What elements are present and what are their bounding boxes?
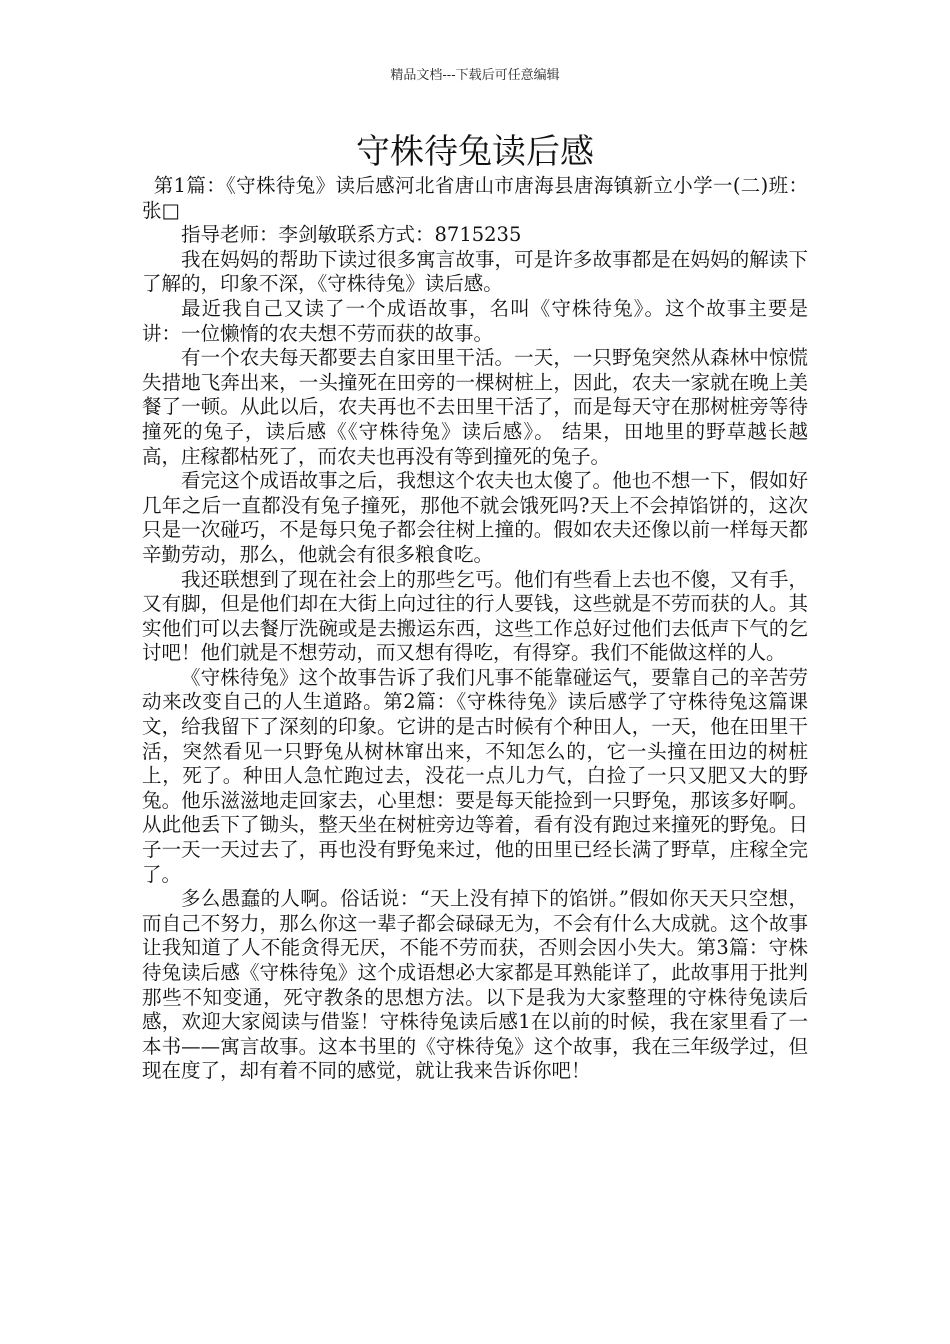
document-body: [142, 174, 808, 1084]
paragraph: 最近我自己又读了一个成语故事，名叫《守株待兔》。这个故事主要是讲：一位懒惰的农夫想不劳而获的故事。: [142, 296, 808, 345]
paragraph: 看完这个成语故事之后，我想这个农夫也太傻了。他也不想一下，假如好几年之后一直都没有兔子撞死，那他不就会饿死吗?天上不会掉馅饼的，这次只是一次碰巧，不是每只兔子都会往树上撞的。假如农夫还像以前一样每天都辛勤劳动，那么，他就会有很多粮食吃。: [142, 469, 808, 566]
paragraph: 指导老师：李剑敏联系方式：8715235: [181, 223, 522, 247]
paragraph: 《守株待兔》这个故事告诉了我们凡事不能靠碰运气，要靠自己的辛苦劳动来改变自己的人生道路。第2篇：《守株待兔》读后感学了守株待兔这篇课文，给我留下了深刻的印象。它讲的是古时候有个种田人，一天，他在田里干活，突然看见一只野兔从树林窜出来，不知怎么的，它一头撞在田边的树桩上，死了。种田人急忙跑过去，没花一点儿力气，白捡了一只又肥又大的野兔。他乐滋滋地走回家去，心里想：要是每天能捡到一只野兔，那该多好啊。从此他丢下了锄头，整天坐在树桩旁边等着，看有没有跑过来撞死的野兔。日子一天一天过去了，再也没有野兔来过，他的田里已经长满了野草，庄稼全完了。: [142, 665, 808, 886]
document-title: 守株待兔读后感: [356, 132, 594, 172]
paragraph: 多么愚蠢的人啊。俗话说：“天上没有掉下的馅饼。”假如你天天只空想，而自己不努力，那么你这一辈子都会碌碌无为，不会有什么大成就。这个故事让我知道了人不能贪得无厌，不能不劳而获，否则会因小失大。第3篇：守株待兔读后感《守株待兔》这个成语想必大家都是耳熟能详了，此故事用于批判那些不知变通，死守教条的思想方法。以下是我为大家整理的守株待兔读后感，欢迎大家阅读与借鉴！守株待兔读后感1在以前的时候，我在家里看了一本书——寓言故事。这本书里的《守株待兔》这个故事，我在三年级学过，但现在度了，却有着不同的感觉，就让我来告诉你吧！: [142, 887, 808, 1083]
paragraph: 有一个农夫每天都要去自家田里干活。一天，一只野兔突然从森林中惊慌失措地飞奔出来，一头撞死在田旁的一棵树桩上，因此，农夫一家就在晚上美餐了一顿。从此以后，农夫再也不去田里干活了，而是每天守在那树桩旁等待撞死的兔子，读后感《《守株待兔》读后感》。 结果，田地里的野草越长越高，庄稼都枯死了，而农夫也再没有等到撞死的兔子。: [142, 346, 808, 468]
paragraph: 我还联想到了现在社会上的那些乞丐。他们有些看上去也不傻，又有手，又有脚，但是他们却在大街上向过往的行人要钱，这些就是不劳而获的人。其实他们可以去餐厅洗碗或是去搬运东西，这些工作总好过他们去低声下气的乞讨吧！他们就是不想劳动，而又想有得吃，有得穿。我们不能做这样的人。: [142, 567, 808, 665]
paragraph: 我在妈妈的帮助下读过很多寓言故事，可是许多故事都是在妈妈的解读下了解的，印象不深，《守株待兔》读后感。: [142, 247, 808, 296]
paragraph: 第1篇：《守株待兔》读后感河北省唐山市唐海县唐海镇新立小学一(二)班：张□: [142, 174, 808, 222]
page-header: 精品文档---下载后可任意编辑: [390, 68, 560, 83]
